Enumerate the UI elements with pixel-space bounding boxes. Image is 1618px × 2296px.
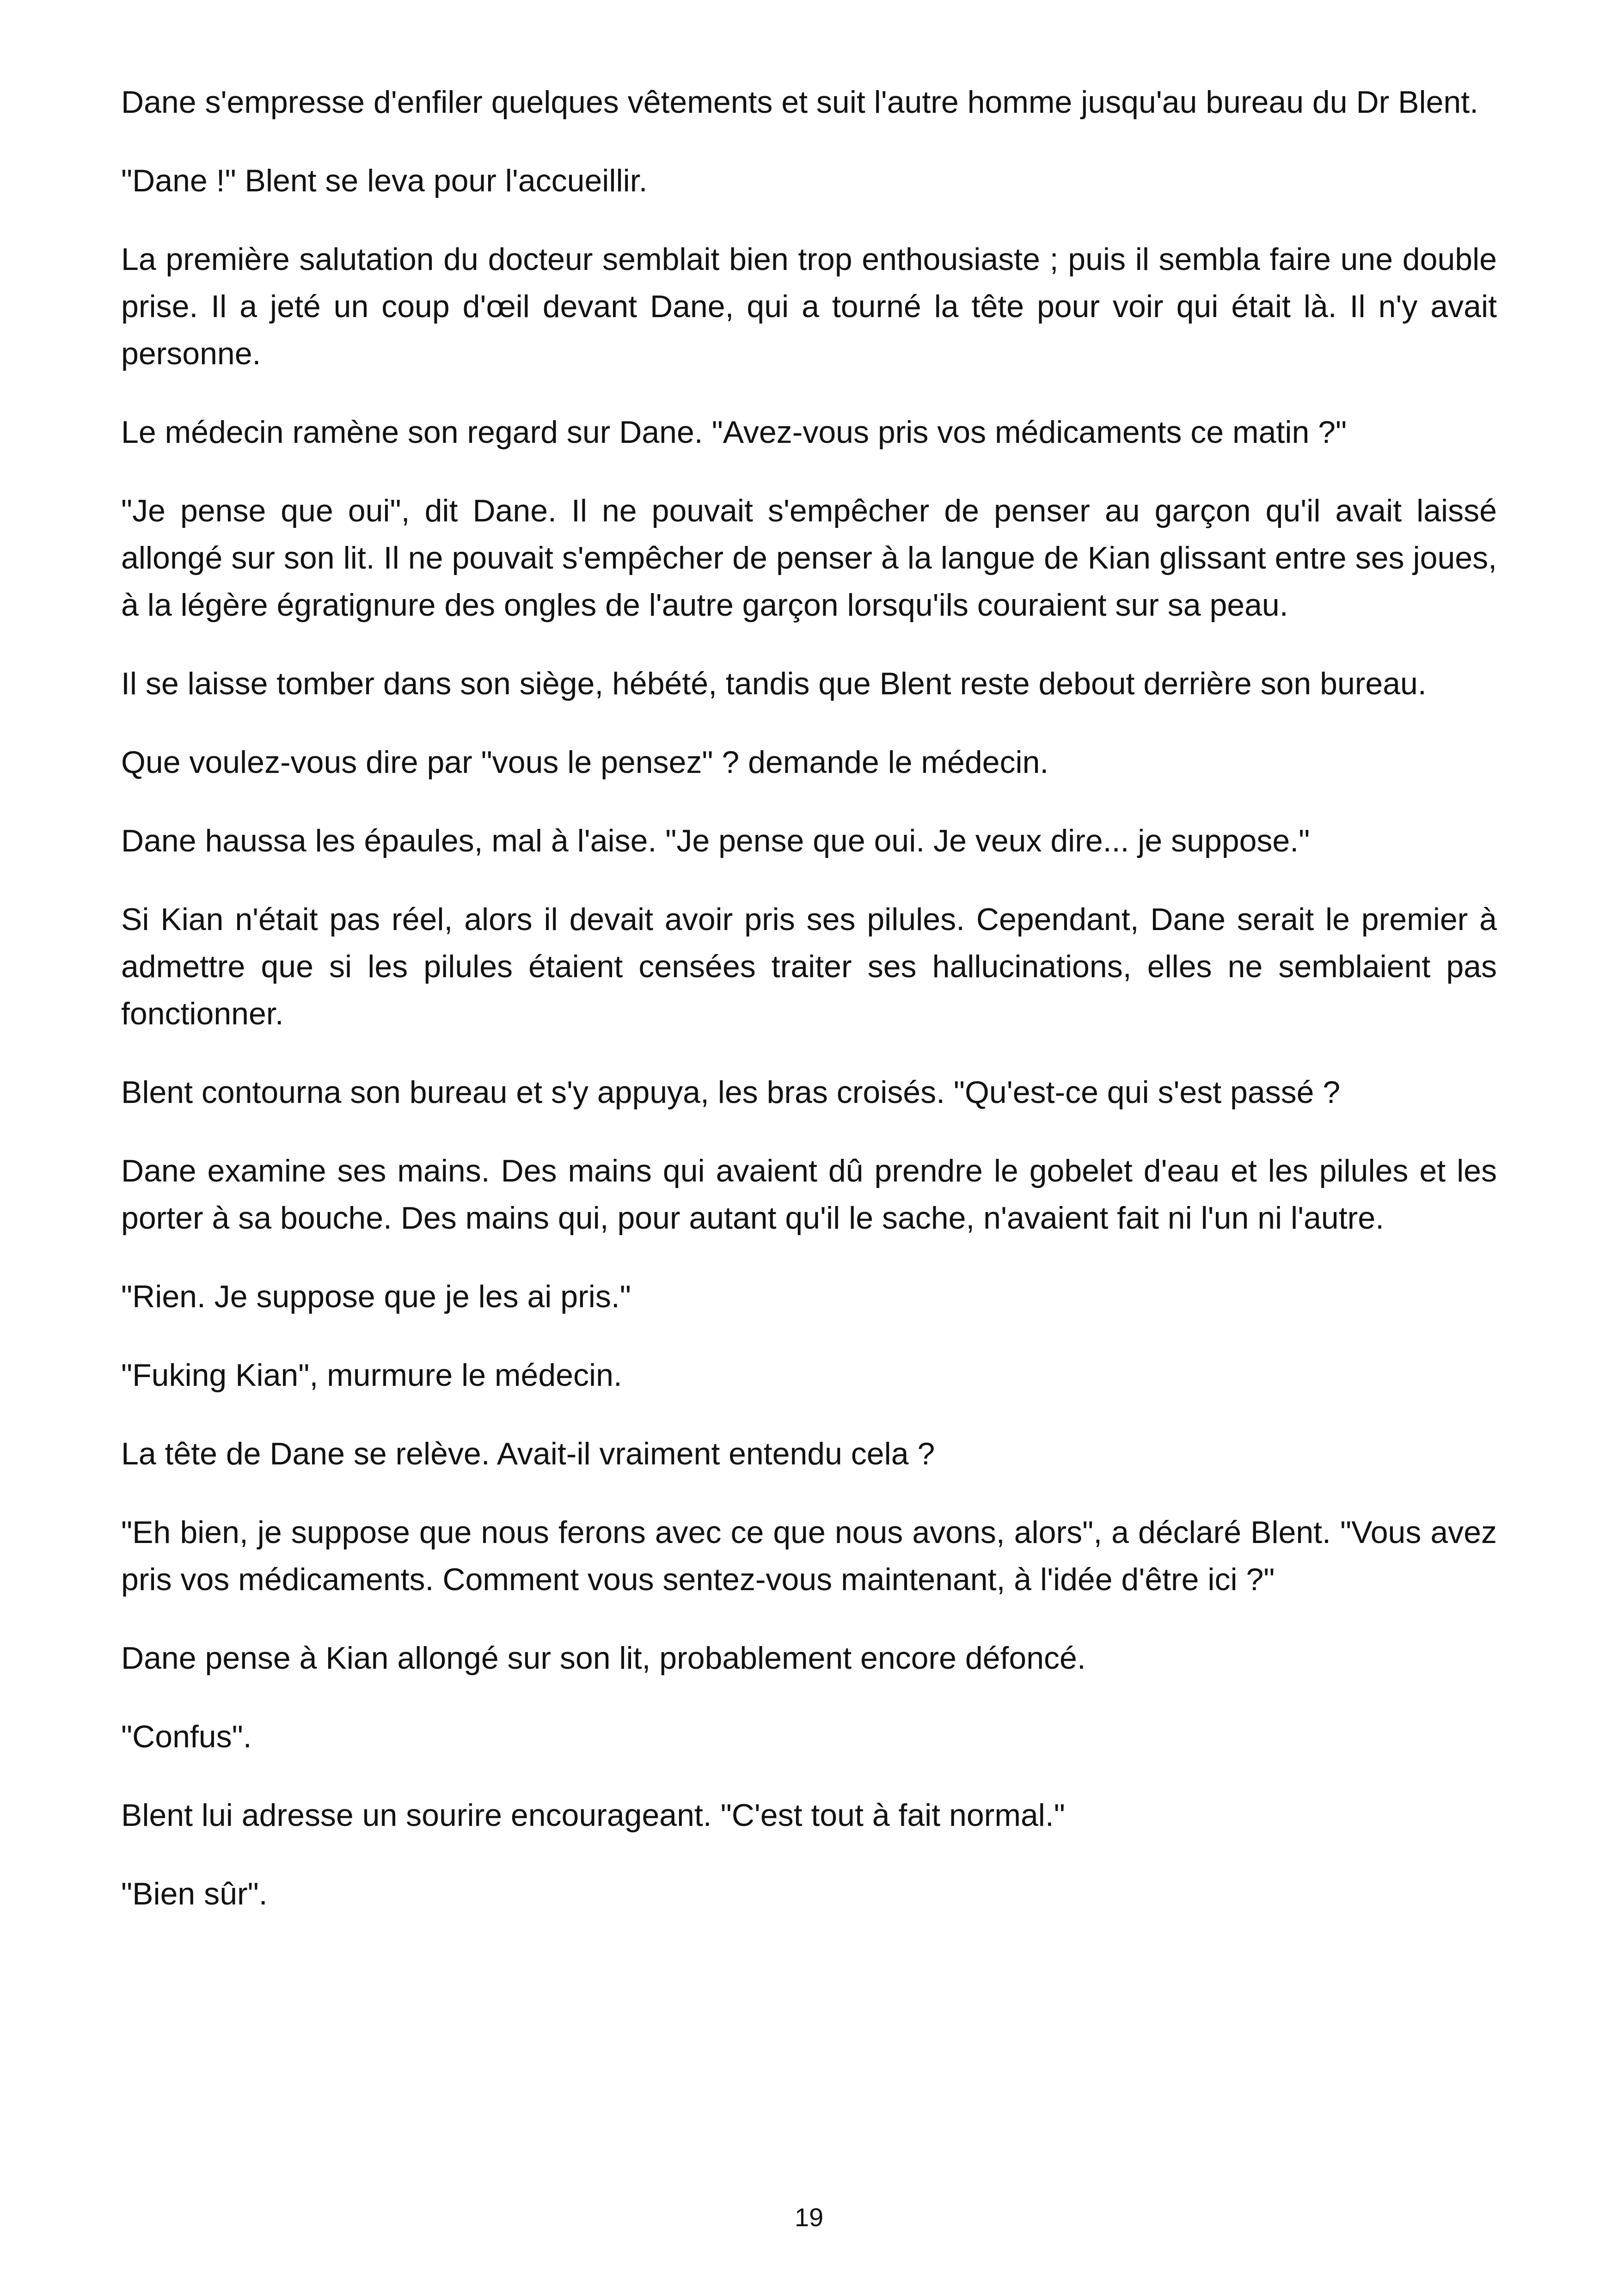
paragraph-14: La tête de Dane se relève. Avait-il vraiment entendu cela ? (121, 1436, 935, 1471)
page-number: 19 (794, 2203, 824, 2232)
paragraph-3: La première salutation du docteur semblait bien trop enthousiaste ; puis il sembla faire une double prise. Il a jeté un coup d'œil devant Dane, qui a tourné la tête pour voir qui était là. Il n'y avait personne. (121, 242, 1497, 371)
paragraph-11: Dane examine ses mains. Des mains qui avaient dû prendre le gobelet d'eau et les pilules et les porter à sa bouche. Des mains qui, pour autant qu'il le sache, n'avaient fait ni l'un ni l'autre. (121, 1153, 1497, 1236)
paragraph-15: "Eh bien, je suppose que nous ferons avec ce que nous avons, alors", a déclaré Blent. "Vous avez pris vos médicaments. Comment vous sentez-vous maintenant, à l'idée d'être ici ?" (121, 1515, 1497, 1597)
paragraph-4: Le médecin ramène son regard sur Dane. "Avez-vous pris vos médicaments ce matin ?" (121, 415, 1347, 450)
paragraph-9: Si Kian n'était pas réel, alors il devait avoir pris ses pilules. Cependant, Dane serait le premier à admettre que si les pilules étaient censées traiter ses hallucinations, elles ne semblaient pas fonctionner. (121, 902, 1497, 1031)
paragraph-7: Que voulez-vous dire par "vous le pensez" ? demande le médecin. (121, 745, 1049, 780)
paragraph-17: "Confus". (121, 1719, 252, 1754)
paragraph-18: Blent lui adresse un sourire encourageant. "C'est tout à fait normal." (121, 1798, 1065, 1833)
paragraph-5: "Je pense que oui", dit Dane. Il ne pouvait s'empêcher de penser au garçon qu'il avait laissé allongé sur son lit. Il ne pouvait s'empêcher de penser à la langue de Kian glissant entre ses joues, à la légère égratignure des ongles de l'autre garçon lorsqu'ils couraient sur sa peau. (121, 493, 1497, 623)
paragraph-16: Dane pense à Kian allongé sur son lit, probablement encore défoncé. (121, 1641, 1086, 1676)
paragraph-2: "Dane !" Blent se leva pour l'accueillir. (121, 163, 648, 198)
paragraph-10: Blent contourna son bureau et s'y appuya, les bras croisés. "Qu'est-ce qui s'est passé ? (121, 1075, 1341, 1110)
paragraph-19: "Bien sûr". (121, 1876, 268, 1911)
paragraph-8: Dane haussa les épaules, mal à l'aise. "Je pense que oui. Je veux dire... je suppose." (121, 823, 1310, 858)
paragraph-12: "Rien. Je suppose que je les ai pris." (121, 1279, 631, 1314)
paragraph-1: Dane s'empresse d'enfiler quelques vêtements et suit l'autre homme jusqu'au bureau du Dr Blent. (121, 85, 1478, 120)
paragraph-6: Il se laisse tomber dans son siège, hébété, tandis que Blent reste debout derrière son bureau. (121, 666, 1427, 701)
body-text (121, 79, 1497, 1917)
paragraph-13: "Fuking Kian", murmure le médecin. (121, 1358, 622, 1393)
